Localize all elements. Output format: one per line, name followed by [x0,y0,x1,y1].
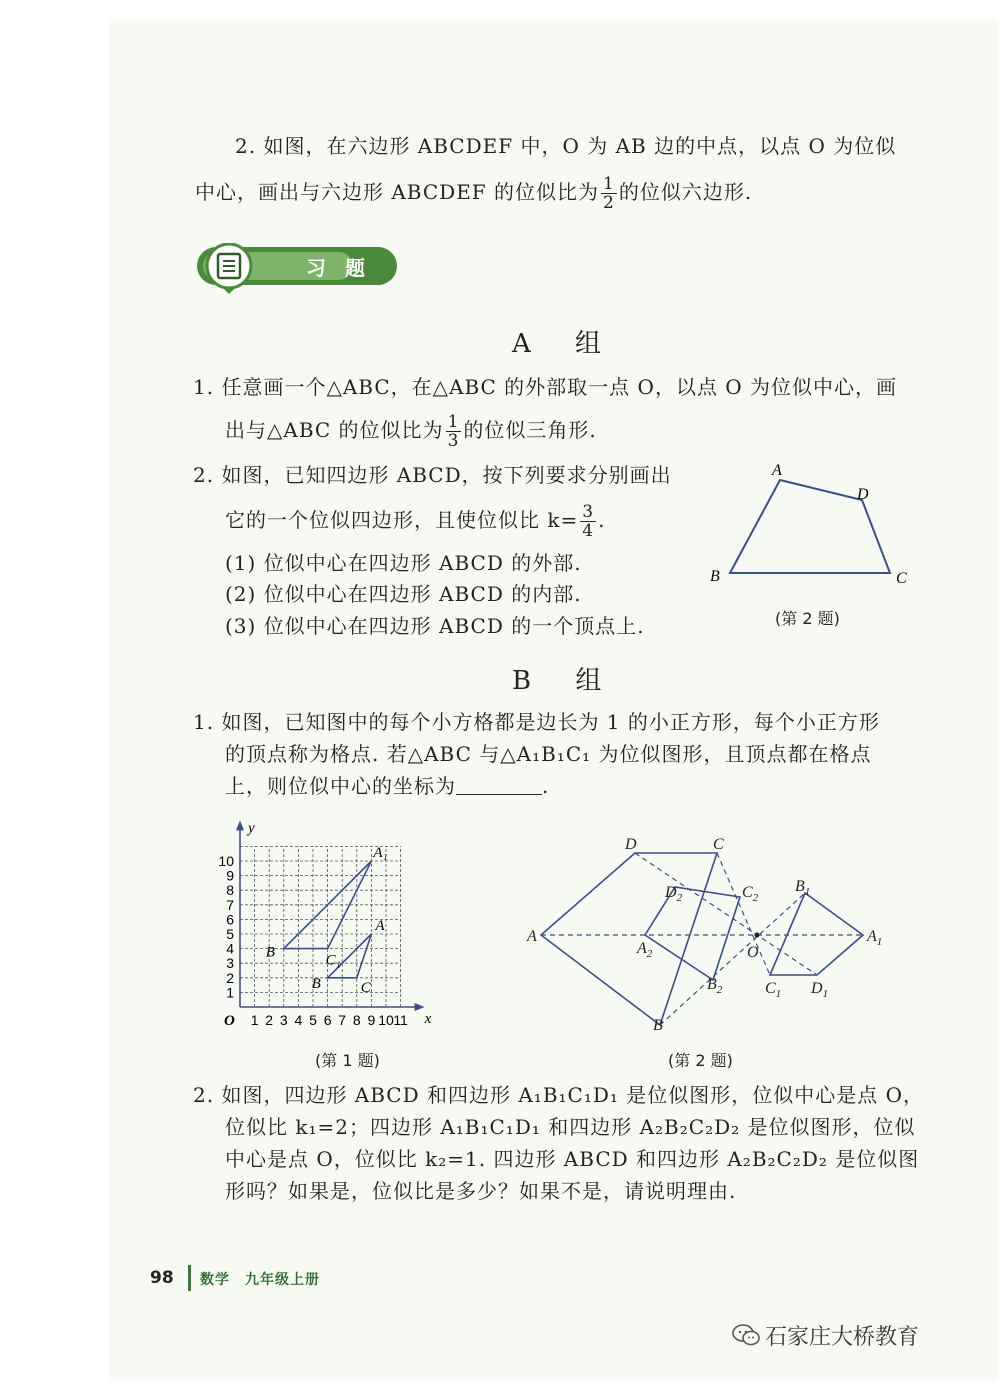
fraction-numerator: 1 [447,412,460,432]
q2-line2-text: 它的一个位似四边形，且使位似比 k= [225,508,579,532]
group-a-q1-line2 [225,413,597,450]
intro-fraction [601,175,617,212]
label-b2: $B_2$ [707,976,723,996]
y-tick-label: 9 [226,867,234,884]
group-a-title: A 组 [512,329,620,359]
x-tick-label: 3 [279,1012,288,1028]
x-tick-label: 9 [367,1012,376,1028]
label-a1: $A_1$ [867,928,883,948]
y-axis-arrow [236,820,244,830]
label-a2: $A_2$ [637,940,653,960]
x-tick-label: 7 [338,1012,347,1028]
group-b-q2-line2: 位似比 k₁=2；四边形 A₁B₁C₁D₁ 和四边形 A₂B₂C₂D₂ 是位似图形，位似 [225,1115,916,1139]
q2-fraction [580,503,596,540]
y-tick-label: 5 [226,926,234,942]
answer-blank[interactable] [456,776,542,795]
q1-line2-text: 出与△ABC 的位似比为 [225,418,444,442]
x-tick-label: 2 [265,1012,274,1028]
page-number: 98 [150,1268,174,1288]
x-tick-label: 1 [250,1012,259,1028]
wechat-icon [732,1324,760,1346]
fraction-numerator: 3 [582,502,595,522]
grid-figure [215,810,495,1040]
q1-line3-text: 上，则位似中心的坐标为 [225,774,456,798]
intro-line2-end: 的位似六边形. [618,180,753,204]
point-label: A₁ [373,845,388,861]
group-b-title: B 组 [512,666,620,696]
q1-fraction [446,413,462,450]
label-c1: $C_1$ [765,980,782,1000]
book-title: 数学 九年级上册 [200,1272,320,1288]
x-tick-label: 5 [309,1012,317,1028]
group-a-q1-line1: 1. 任意画一个△ABC，在△ABC 的外部取一点 O，以点 O 为位似中心，画 [193,375,898,399]
y-tick-label: 4 [226,940,234,957]
label-a: A [772,462,782,479]
point-label: A [375,918,385,934]
quad-a1b1c1d1 [770,893,863,975]
label-c: C [896,570,907,587]
group-b-q2-line3: 中心是点 O，位似比 k₂=1. 四边形 ABCD 和四边形 A₂B₂C₂D₂ 是位似图 [225,1147,920,1171]
label-c2: $C_2$ [742,884,759,904]
group-a-q2-line2 [225,503,605,540]
label-o: O [747,944,759,961]
homothety-figure [525,835,895,1035]
x-axis-arrow [415,1003,425,1011]
x-tick-label: 6 [323,1012,332,1028]
point-label: C [360,979,371,996]
label-d2: $D_2$ [665,884,683,904]
label-b: B [710,568,720,585]
group-b-q2-line4: 形吗？如果是，位似比是多少？如果不是，请说明理由. [225,1179,737,1203]
group-b-q2-line1: 2. 如图，四边形 ABCD 和四边形 A₁B₁C₁D₁ 是位似图形，位似中心是点 O， [193,1083,925,1107]
group-a-q2-sub3: (3) 位似中心在四边形 ABCD 的一个顶点上. [225,614,645,638]
q2-line2-end: . [598,508,606,532]
intro-line1: 2. 如图，在六边形 ABCDEF 中，O 为 AB 边的中点，以点 O 为位似 [235,134,897,158]
point-label: C₁ [325,952,341,969]
fraction-denominator: 2 [603,193,615,213]
group-a-q2-line1: 2. 如图，已知四边形 ABCD，按下列要求分别画出 [193,463,672,487]
fraction-denominator: 3 [447,431,460,451]
y-tick-label: 2 [226,969,234,986]
x-tick-label: 8 [352,1012,361,1028]
group-b-q1-line1: 1. 如图，已知图中的每个小方格都是边长为 1 的小正方形，每个小正方形 [193,710,880,734]
y-tick-label: 8 [226,882,234,899]
label-d: D [857,486,869,503]
label-d1: $D_1$ [811,980,829,1000]
point-label: B [265,944,275,961]
figure-caption-b1: (第 1 题) [315,1051,380,1070]
figure-caption-a2: (第 2 题) [775,609,840,628]
footer-divider [188,1265,191,1291]
group-a-q2-sub1: (1) 位似中心在四边形 ABCD 的外部. [225,551,582,575]
quad-abcd [541,853,717,1025]
group-b-q1-line3 [225,774,549,798]
point-label: B [311,975,321,992]
fraction-numerator: 1 [603,174,615,194]
label-d: D [625,836,637,853]
q1-line2-end: 的位似三角形. [463,418,597,442]
label-b: B [653,1017,663,1034]
label-c: C [713,836,724,853]
x-tick-label: 10 [378,1012,394,1028]
watermark-text: 石家庄大桥教育 [765,1325,920,1350]
quadrilateral-figure [700,455,920,595]
label-b1: $B_1$ [795,878,811,898]
x-tick-label: 4 [294,1012,303,1028]
center-o-point [755,933,760,938]
figure-caption-b2: (第 2 题) [668,1051,733,1070]
intro-line2-text: 中心，画出与六边形 ABCDEF 的位似比为 [195,180,600,204]
y-tick-label: 1 [226,984,234,1001]
page-sheet [110,20,998,1380]
q1-line3-end: . [542,774,550,798]
x-tick-label: 11 [393,1012,408,1028]
banner-label: 习 题 [306,256,371,280]
x-axis-label: x [424,1011,432,1027]
label-a: A [527,928,537,945]
dashed-rays [541,853,863,1025]
origin-label: O [224,1013,235,1029]
y-tick-label: 7 [226,896,234,913]
group-a-q2-sub2: (2) 位似中心在四边形 ABCD 的内部. [225,582,582,606]
y-axis-label: y [248,820,255,837]
quad-a2b2c2d2 [645,887,740,980]
y-tick-label: 6 [226,911,234,928]
intro-line2 [195,175,752,212]
y-tick-label: 3 [226,955,234,972]
y-tick-label: 10 [218,853,234,869]
group-b-q1-line2: 的顶点称为格点. 若△ABC 与△A₁B₁C₁ 为位似图形，且顶点都在格点 [225,742,872,766]
fraction-denominator: 4 [582,521,595,541]
